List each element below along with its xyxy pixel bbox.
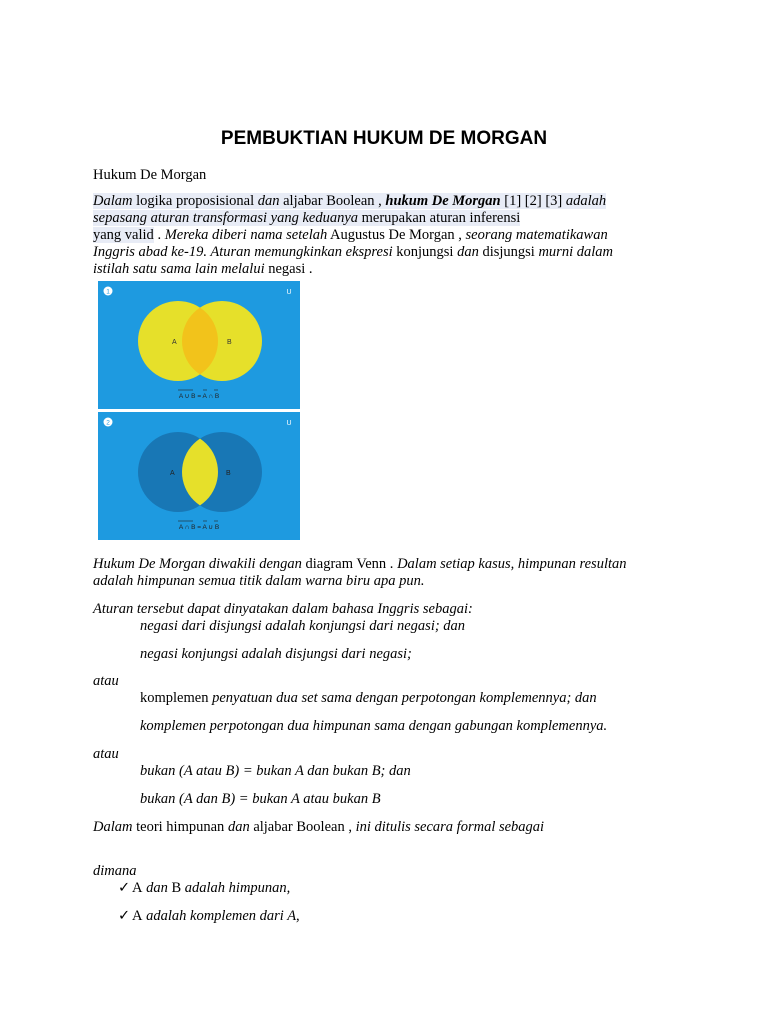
set-b-label: B (227, 339, 232, 346)
page-title: PEMBUKTIAN HUKUM DE MORGAN (220, 128, 548, 149)
intro-text: Inggris abad ke-19. Aturan memungkinkan ekspresi (93, 244, 393, 260)
formula-label: A ∪ B = A ∩ B (178, 393, 220, 400)
formal-statement (93, 819, 544, 836)
body-link[interactable]: teori himpunan (132, 819, 228, 835)
set-a-label: A (172, 339, 177, 346)
intro-link[interactable]: aljabar Boolean , (279, 193, 386, 209)
checkmark-icon: ✓ (118, 880, 131, 896)
figure-number: 2 (106, 419, 110, 427)
rule-item: negasi dari disjungsi adalah konjungsi dari negasi; dan (140, 618, 466, 634)
figure-number: 1 (106, 288, 110, 296)
universe-label: U (286, 420, 292, 427)
intro-text: . (153, 227, 165, 243)
body-text: Hukum De Morgan diwakili dengan (93, 556, 302, 572)
intro-text: dan (457, 244, 479, 260)
venn-paragraph-line-2: adalah himpunan semua titik dalam warna biru apa pun. (93, 573, 425, 589)
intro-text: Mereka diberi nama setelah (164, 227, 328, 243)
body-text: Dalam setiap kasus, himpunan resultan (397, 556, 627, 572)
venn-paragraph-line-1 (93, 556, 627, 573)
intro-text: adalah (565, 193, 607, 209)
body-text: dan (142, 880, 172, 896)
body-text: dan (227, 819, 250, 835)
body-link[interactable]: diagram Venn . (301, 556, 398, 572)
body-link[interactable]: aljabar Boolean , (249, 819, 356, 835)
formula-label: A ∩ B = A ∪ B (178, 524, 220, 531)
venn-diagram-intersection (98, 412, 300, 540)
set-a-label: A (170, 470, 175, 477)
intro-text: murni dalam (538, 244, 613, 260)
intro-link[interactable]: negasi . (264, 261, 313, 277)
intro-text: Dalam (93, 193, 133, 209)
intro-link[interactable]: Augustus De Morgan , (327, 227, 466, 243)
intro-text: seorang matematikawan (465, 227, 608, 243)
body-text: Dalam (93, 819, 133, 835)
intro-text: sepasang aturan transformasi yang keduanya (93, 210, 359, 226)
checkmark-icon: ✓ (118, 908, 131, 924)
body-text: A (132, 908, 143, 924)
rule-item: bukan (A atau B) = bukan A dan bukan B; dan (140, 763, 411, 779)
dimana-label: dimana (93, 863, 137, 879)
atau-label: atau (93, 746, 119, 762)
intro-term: hukum De Morgan (385, 193, 501, 209)
bullet-item (118, 880, 290, 897)
atau-label: atau (93, 673, 119, 689)
bullet-item (118, 908, 300, 925)
body-text: ini ditulis secara formal sebagai (355, 819, 545, 835)
set-b-label: B (226, 470, 231, 477)
intro-link[interactable]: logika proposisional (132, 193, 258, 209)
intro-text: istilah satu sama lain melalui (93, 261, 265, 277)
intro-text: dan (257, 193, 280, 209)
body-text: B (171, 880, 182, 896)
rules-intro: Aturan tersebut dapat dinyatakan dalam bahasa Inggris sebagai: (93, 601, 473, 617)
intro-line-3 (93, 227, 608, 244)
body-text: adalah himpunan, (181, 880, 291, 896)
rule-item: bukan (A dan B) = bukan A atau bukan B (140, 791, 381, 807)
body-text: penyatuan dua set sama dengan perpotongan komplemennya; dan (208, 690, 597, 706)
intro-line-1 (93, 193, 606, 210)
intro-line-5 (93, 261, 313, 278)
intro-link[interactable]: konjungsi (392, 244, 458, 260)
venn-diagram-union (98, 281, 300, 409)
intro-link[interactable]: disjungsi (478, 244, 539, 260)
rule-item: negasi konjungsi adalah disjungsi dari negasi; (140, 646, 412, 662)
subtitle: Hukum De Morgan (93, 167, 207, 183)
intro-line-4 (93, 244, 613, 261)
rule-item: komplemen perpotongan dua himpunan sama dengan gabungan komplemennya. (140, 718, 608, 734)
body-text: A (132, 880, 143, 896)
body-link[interactable]: komplemen (140, 690, 209, 706)
intro-line-2 (93, 210, 520, 227)
universe-label: U (286, 289, 292, 296)
rule-item (140, 690, 597, 707)
intro-link[interactable]: merupakan aturan inferensi (358, 210, 521, 226)
body-text: adalah komplemen dari A, (142, 908, 300, 924)
intro-link[interactable]: yang valid (93, 227, 154, 243)
intro-references[interactable]: [1] [2] [3] (500, 193, 566, 209)
